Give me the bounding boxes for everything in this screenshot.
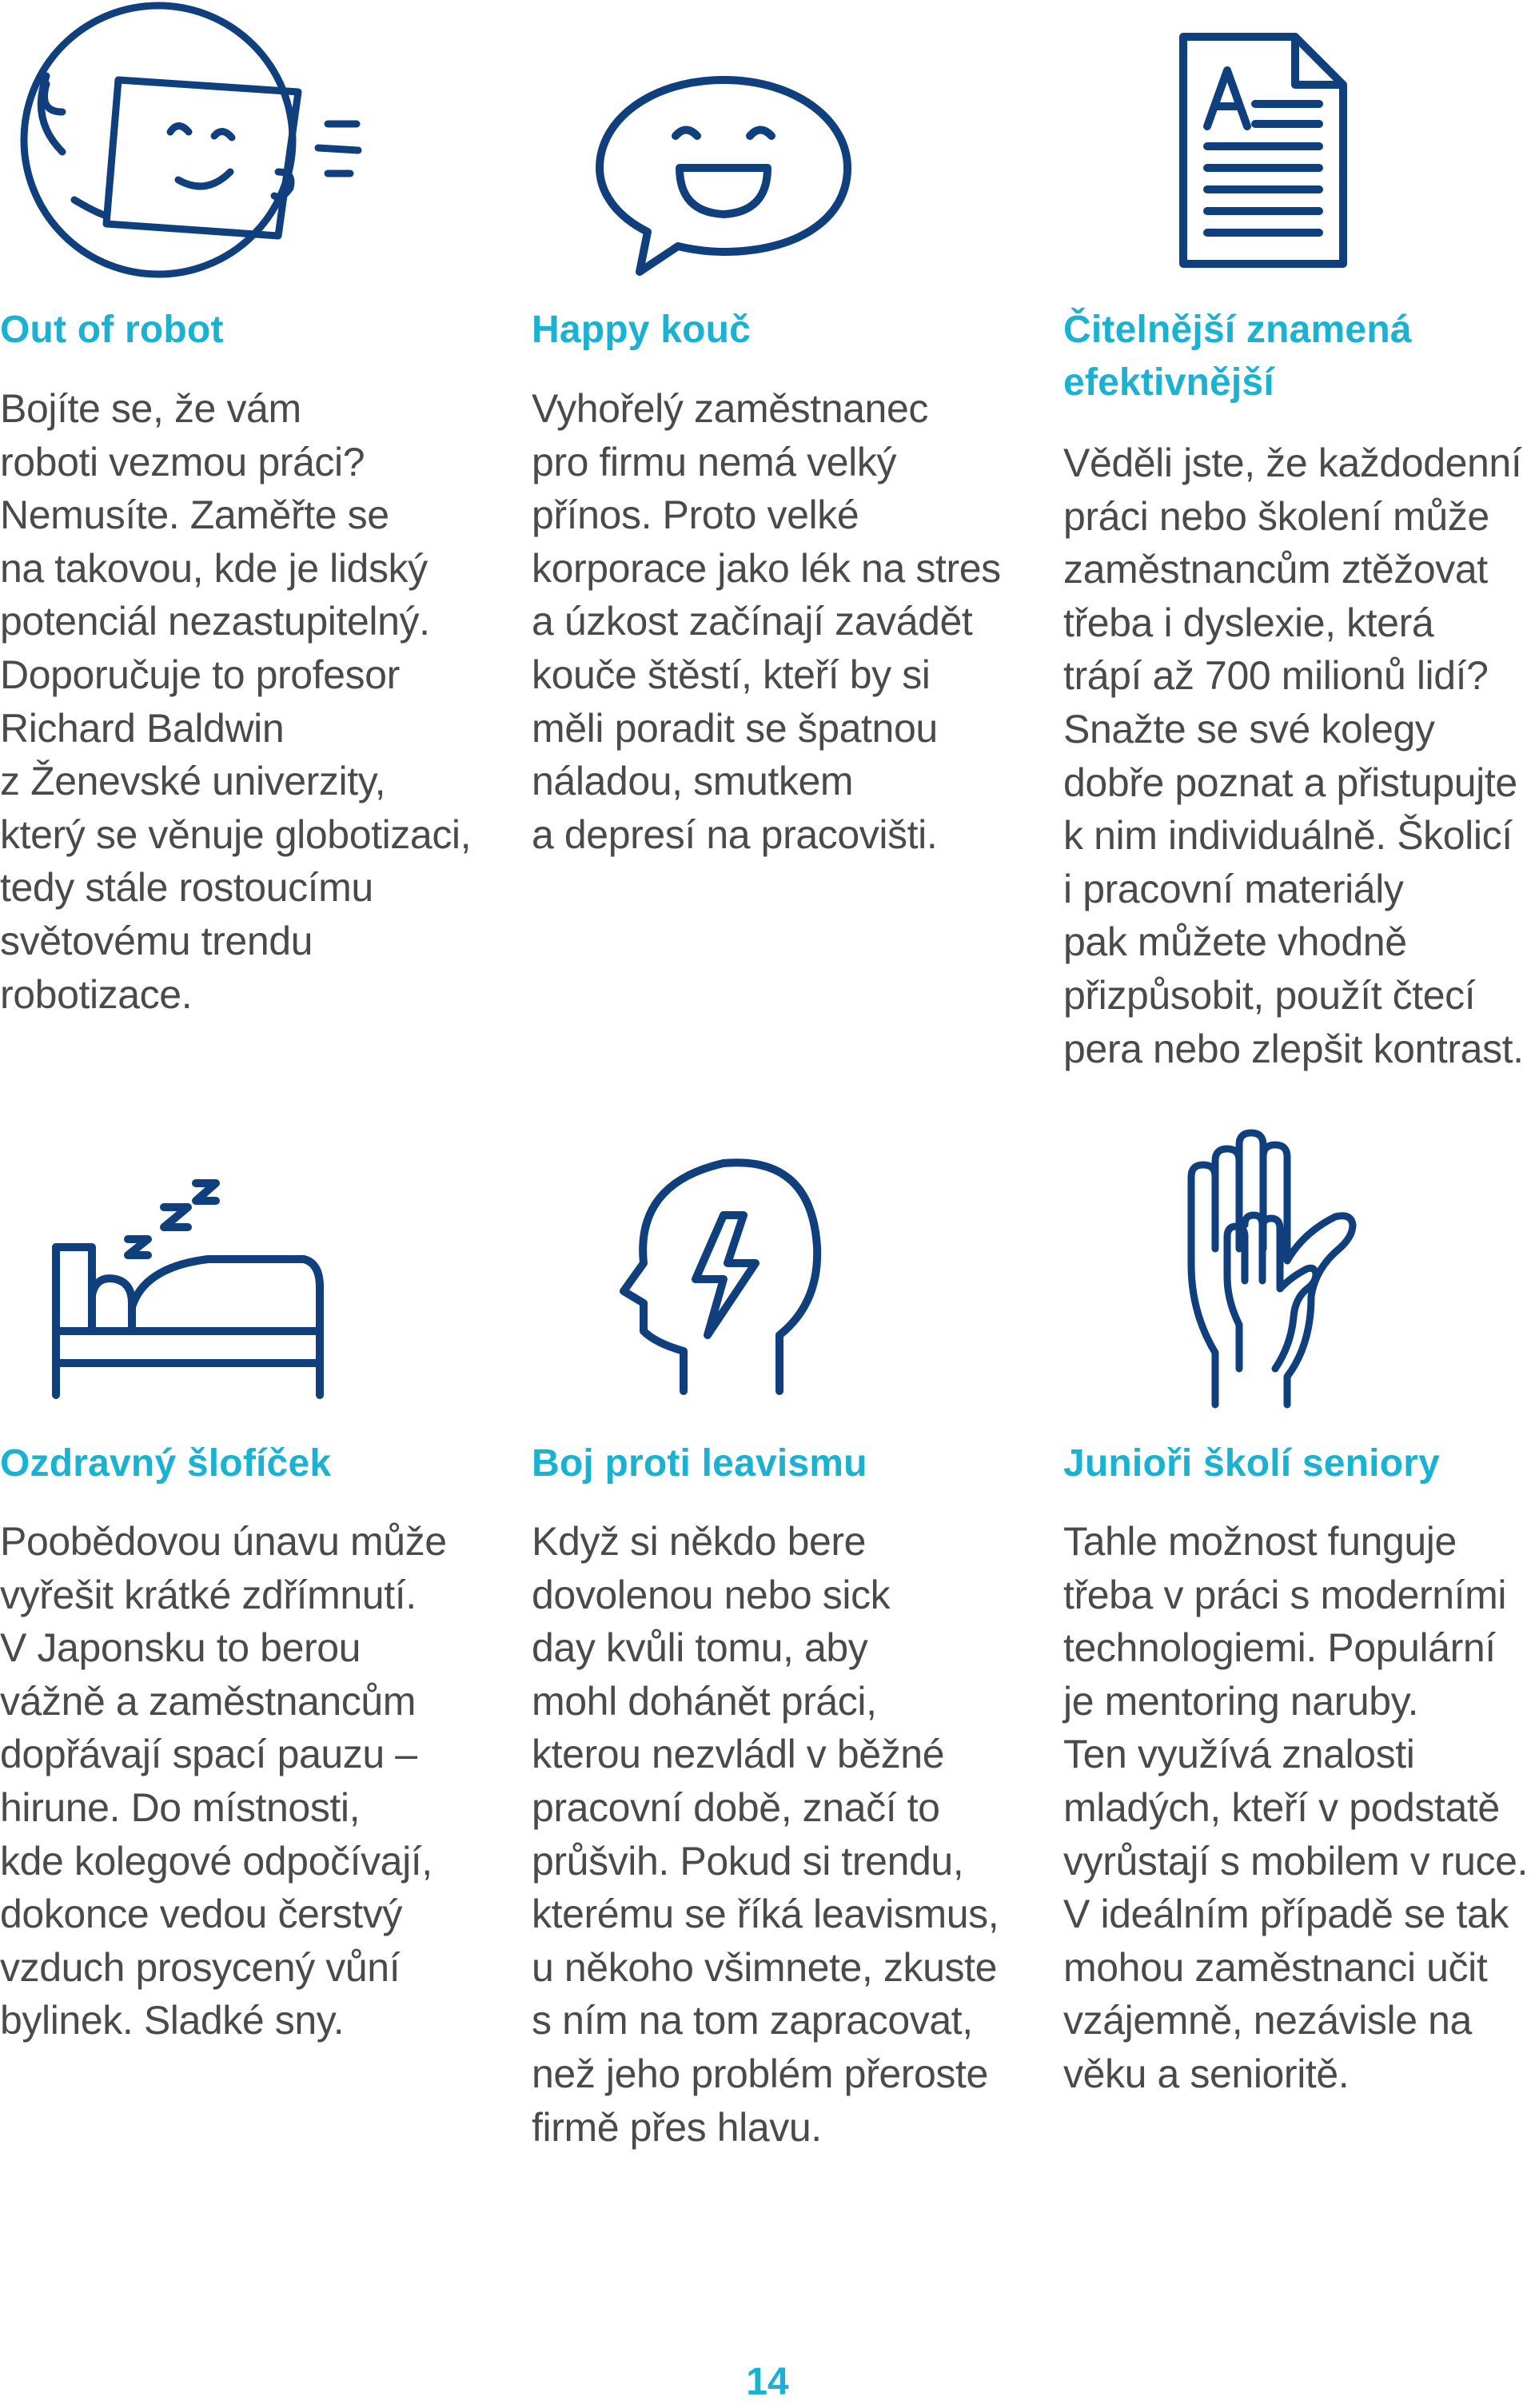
page-number: 14: [746, 2361, 789, 2403]
card-title: Čitelnější znamená efektivnější: [1063, 309, 1412, 404]
sleeping-bed-icon: [48, 1175, 328, 1407]
card-title: Boj proti leavismu: [532, 1442, 867, 1485]
card-citelnejsi: [1063, 0, 1535, 1119]
card-title: Junioři školí seniory: [1063, 1442, 1441, 1485]
card-title: Happy kouč: [532, 309, 752, 351]
card-body-text: Tahle možnost funguje třeba v práci s moderními technologiemi. Populární je mentoring naruby. Ten využívá znalosti mladých, kteří v podstatě vyrůstají s mobilem v ruce. V ideálním případě se tak mohou zaměstnanci učit vzájemně, nezávisle na věku a senioritě.: [1063, 1519, 1529, 2096]
card-body-text: Poobědovou únavu může vyřešit krátké zdřímnutí. V Japonsku to berou vážně a zaměstnancům dopřávají spací pauzu – hirune. Do místnosti, kde kolegové odpočívají, dokonce vedou čerstvý vzduch prosycený vůní bylinek. Sladké sny.: [0, 1519, 447, 2043]
head-lightning-icon: [608, 1151, 823, 1399]
card-title: Out of robot: [0, 309, 224, 351]
two-hands-icon: [1183, 1129, 1399, 1417]
card-body-text: Vyhořelý zaměstnanec pro firmu nemá velký přínos. Proto velké korporace jako lék na stres a úzkost začínají zavádět kouče štěstí, kteří by si měli poradit se špatnou náladou, smutkem a depresí na pracovišti.: [532, 386, 1001, 857]
card-body-text: Když si někdo bere dovolenou nebo sick day kvůli tomu, aby mohl dohánět práci, kterou nezvládl v běžné pracovní době, značí to průšvih. Pokud si trendu, kterému se říká leavismus, u někoho všimnete, zkuste s ním na tom zapracovat, než jeho problém přeroste firmě přes hlavu.: [532, 1519, 999, 2150]
card-title: Ozdravný šlofíček: [0, 1442, 332, 1485]
card-juniori-skoli-seniory: [1063, 1119, 1535, 2159]
card-happy-kouc: [532, 0, 1031, 1039]
document-icon: [1175, 30, 1351, 270]
card-body-text: Věděli jste, že každodenní práci nebo školení může zaměstnancům ztěžovat třeba i dyslexie, která trápí až 700 milionů lidí? Snažte se své kolegy dobře poznat a přistupujte k nim individuálně. Školicí i pracovní materiály pak můžete vhodně přizpůsobit, použít čtecí pera nebo zlepšit kontrast.: [1063, 441, 1524, 1071]
card-body-text: Bojíte se, že vám roboti vezmou práci? Nemusíte. Zaměřte se na takovou, kde je lidský potenciál nezastupitelný. Doporučuje to profesor Richard Baldwin z Ženevské univerzity, který se věnuje globotizaci, tedy stále rostoucímu světovému trendu robotizace.: [0, 386, 472, 1017]
card-boj-proti-leavismu: [532, 1119, 1031, 2159]
card-ozdravny-slofik: [0, 1119, 500, 2079]
card-out-of-robot: [0, 0, 500, 1039]
robot-icon: [14, 0, 366, 288]
smiling-speech-bubble-icon: [592, 72, 855, 280]
